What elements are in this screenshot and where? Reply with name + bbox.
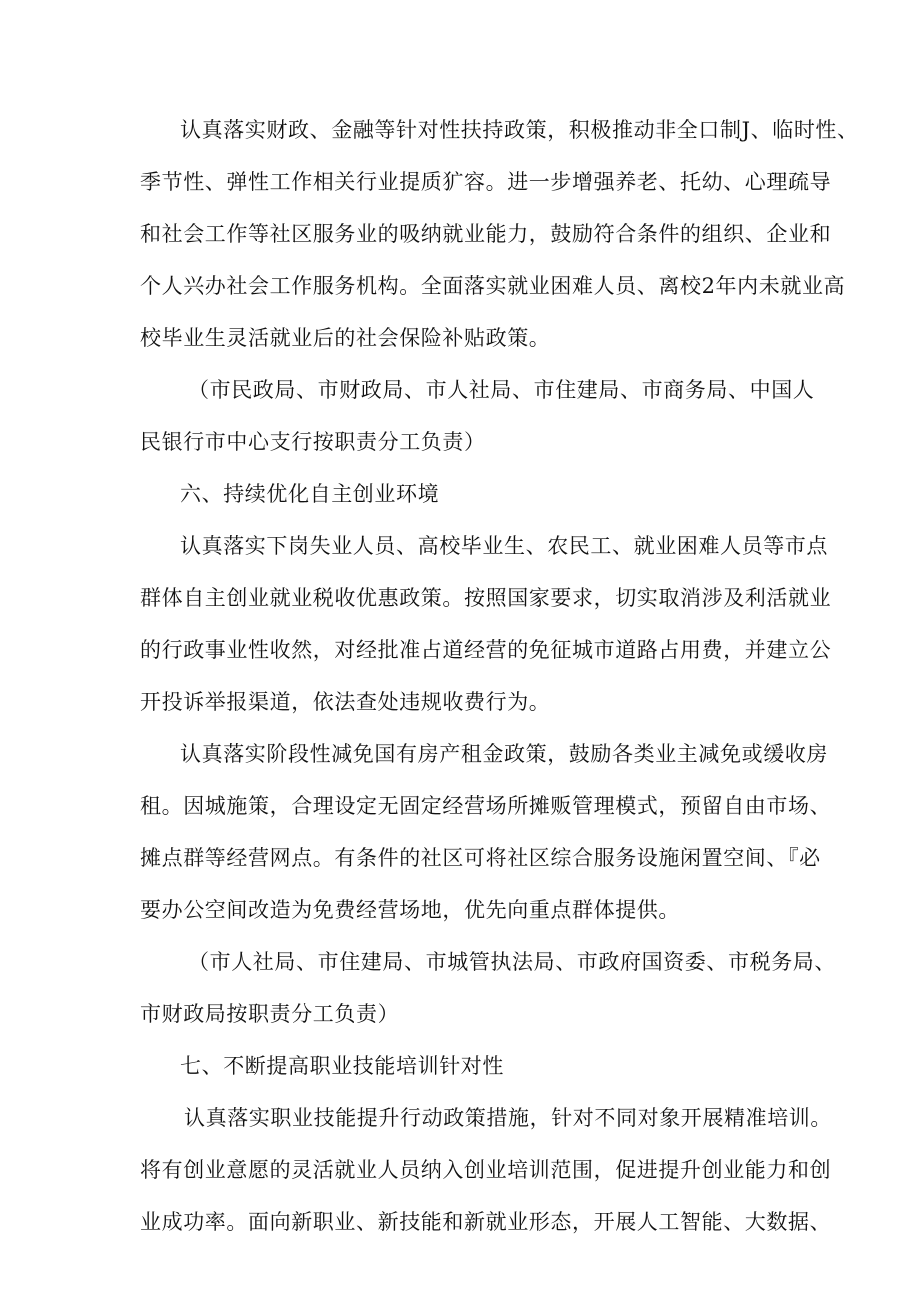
paragraph-4-line-3: 业成功率。面向新职业、新技能和新就业形态，开展人工智能、大数据、 — [140, 1210, 832, 1234]
paragraph-4-line-2: 将有创业意愿的灵活就业人员纳入创业培训范围，促进提升创业能力和创 — [140, 1158, 832, 1182]
paragraph-1-line-4: 个人兴办社会工作服务机构。全面落实就业困难人员、离校2年内未就业高 — [140, 274, 846, 298]
paragraph-1-line-2: 季节性、弹性工作相关行业提质犷容。进一步增强养老、托幼、心理疏导 — [140, 170, 832, 194]
section-heading-seven: 七、不断提高职业技能培训针对性 — [180, 1054, 504, 1078]
section-heading-six: 六、持续优化自主创业环境 — [180, 482, 440, 506]
paragraph-3-line-2: 租。因城施策，合理设定无固定经营场所摊贩管理模式，预留自由市场、 — [140, 794, 832, 818]
paragraph-3-line-4: 要办公空间改造为免费经营场地，优先向重点群体提供。 — [140, 898, 680, 922]
paragraph-2-line-4: 开投诉举报渠道，依法查处违规收费行为。 — [140, 690, 551, 714]
paragraph-3-line-3: 摊点群等经营网点。有条件的社区可将社区综合服务设施闲置空间、『必 — [140, 846, 821, 870]
paragraph-3-line-1: 认真落实阶段性减免国有房产租金政策，鼓励各类业主减免或缓收房 — [180, 742, 828, 766]
responsibility-note-2-line-2: 市财政局按职责分工负责） — [140, 1002, 400, 1026]
paragraph-4-line-1: 认真落实职业技能提升行动政策措施，针对不同对象开展精准培训。 — [184, 1106, 832, 1130]
paragraph-2-line-2: 群体自主创业就业税收优惠政策。按照国家要求，切实取消涉及利活就业 — [140, 586, 832, 610]
paragraph-1-line-1: 认真落实财政、金融等针对性扶持政策，积极推动非全口制J、临时性、 — [180, 118, 859, 142]
paragraph-2-line-1: 认真落实下岗失业人员、高校毕业生、农民工、就业困难人员等市点 — [180, 534, 828, 558]
responsibility-note-1-line-1: （市民政局、市财政局、市人社局、市住建局、市商务局、中国人 — [188, 378, 815, 402]
paragraph-1-line-5: 校毕业生灵活就业后的社会保险补贴政策。 — [140, 326, 551, 350]
paragraph-1-line-3: 和社会工作等社区服务业的吸纳就业能力，鼓励符合条件的组织、企业和 — [140, 222, 832, 246]
paragraph-2-line-3: 的行政事业性收然，对经批准占道经营的免征城市道路占用费，并建立公 — [140, 638, 832, 662]
responsibility-note-1-line-2: 民银行市中心支行按职责分工负责） — [140, 430, 486, 454]
responsibility-note-2-line-1: （市人社局、市住建局、市城管执法局、市政府国资委、市税务局、 — [188, 950, 836, 974]
